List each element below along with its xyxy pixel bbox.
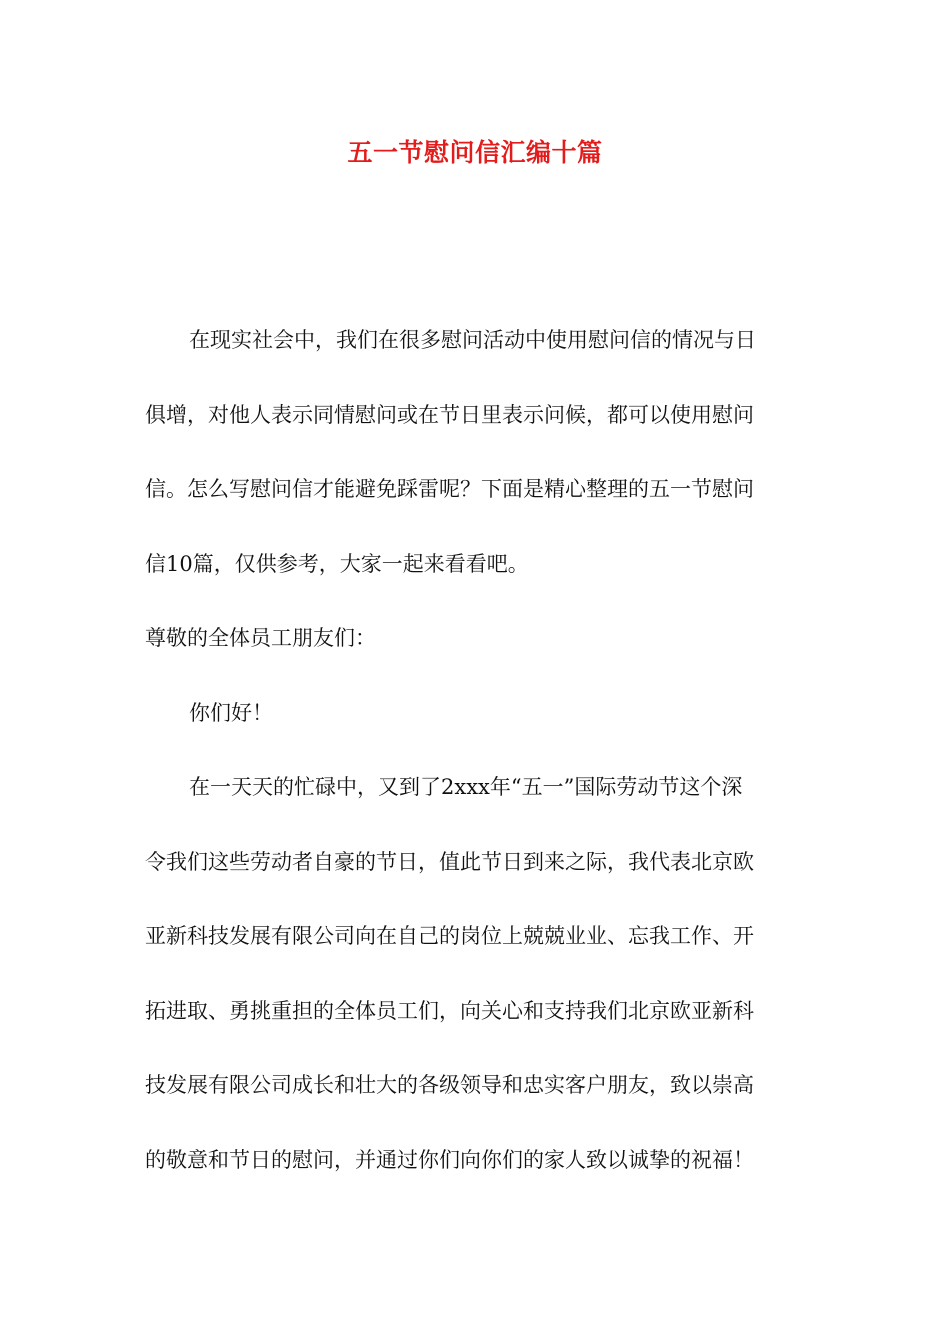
body-line: 令我们这些劳动者自豪的节日，值此节日到来之际，我代表北京欧 bbox=[145, 849, 754, 874]
body-line: 技发展有限公司成长和壮大的各级领导和忠实客户朋友，致以崇高 bbox=[145, 1073, 754, 1097]
body-line: 亚新科技发展有限公司向在自己的岗位上兢兢业业、忘我工作、开 bbox=[145, 924, 754, 948]
salutation-paragraph bbox=[145, 601, 805, 676]
greeting-paragraph bbox=[145, 676, 805, 751]
body-line: 的敬意和节日的慰问，并通过你们向你们的家人致以诚挚的祝福！ bbox=[145, 1147, 754, 1172]
intro-line: 信。怎么写慰问信才能避免踩雷呢？下面是精心整理的五一节慰问 bbox=[145, 477, 754, 501]
intro-line: 俱增，对他人表示同情慰问或在节日里表示问候，都可以使用慰问 bbox=[145, 402, 754, 427]
greeting: 你们好！ bbox=[189, 701, 273, 725]
body-line: 拓进取、勇挑重担的全体员工们，向关心和支持我们北京欧亚新科 bbox=[145, 998, 754, 1023]
intro-line: 在现实社会中，我们在很多慰问活动中使用慰问信的情况与日 bbox=[189, 328, 756, 352]
salutation: 尊敬的全体员工朋友们： bbox=[145, 626, 376, 650]
intro-line: 信10篇，仅供参考，大家一起来看看吧。 bbox=[145, 551, 529, 576]
body-line: 在一天天的忙碌中，又到了2xxx年“五一”国际劳动节这个深 bbox=[189, 775, 743, 799]
intro-paragraph bbox=[145, 303, 805, 601]
document-title: 五一节慰问信汇编十篇 bbox=[347, 138, 603, 167]
body-paragraph bbox=[145, 750, 805, 1197]
